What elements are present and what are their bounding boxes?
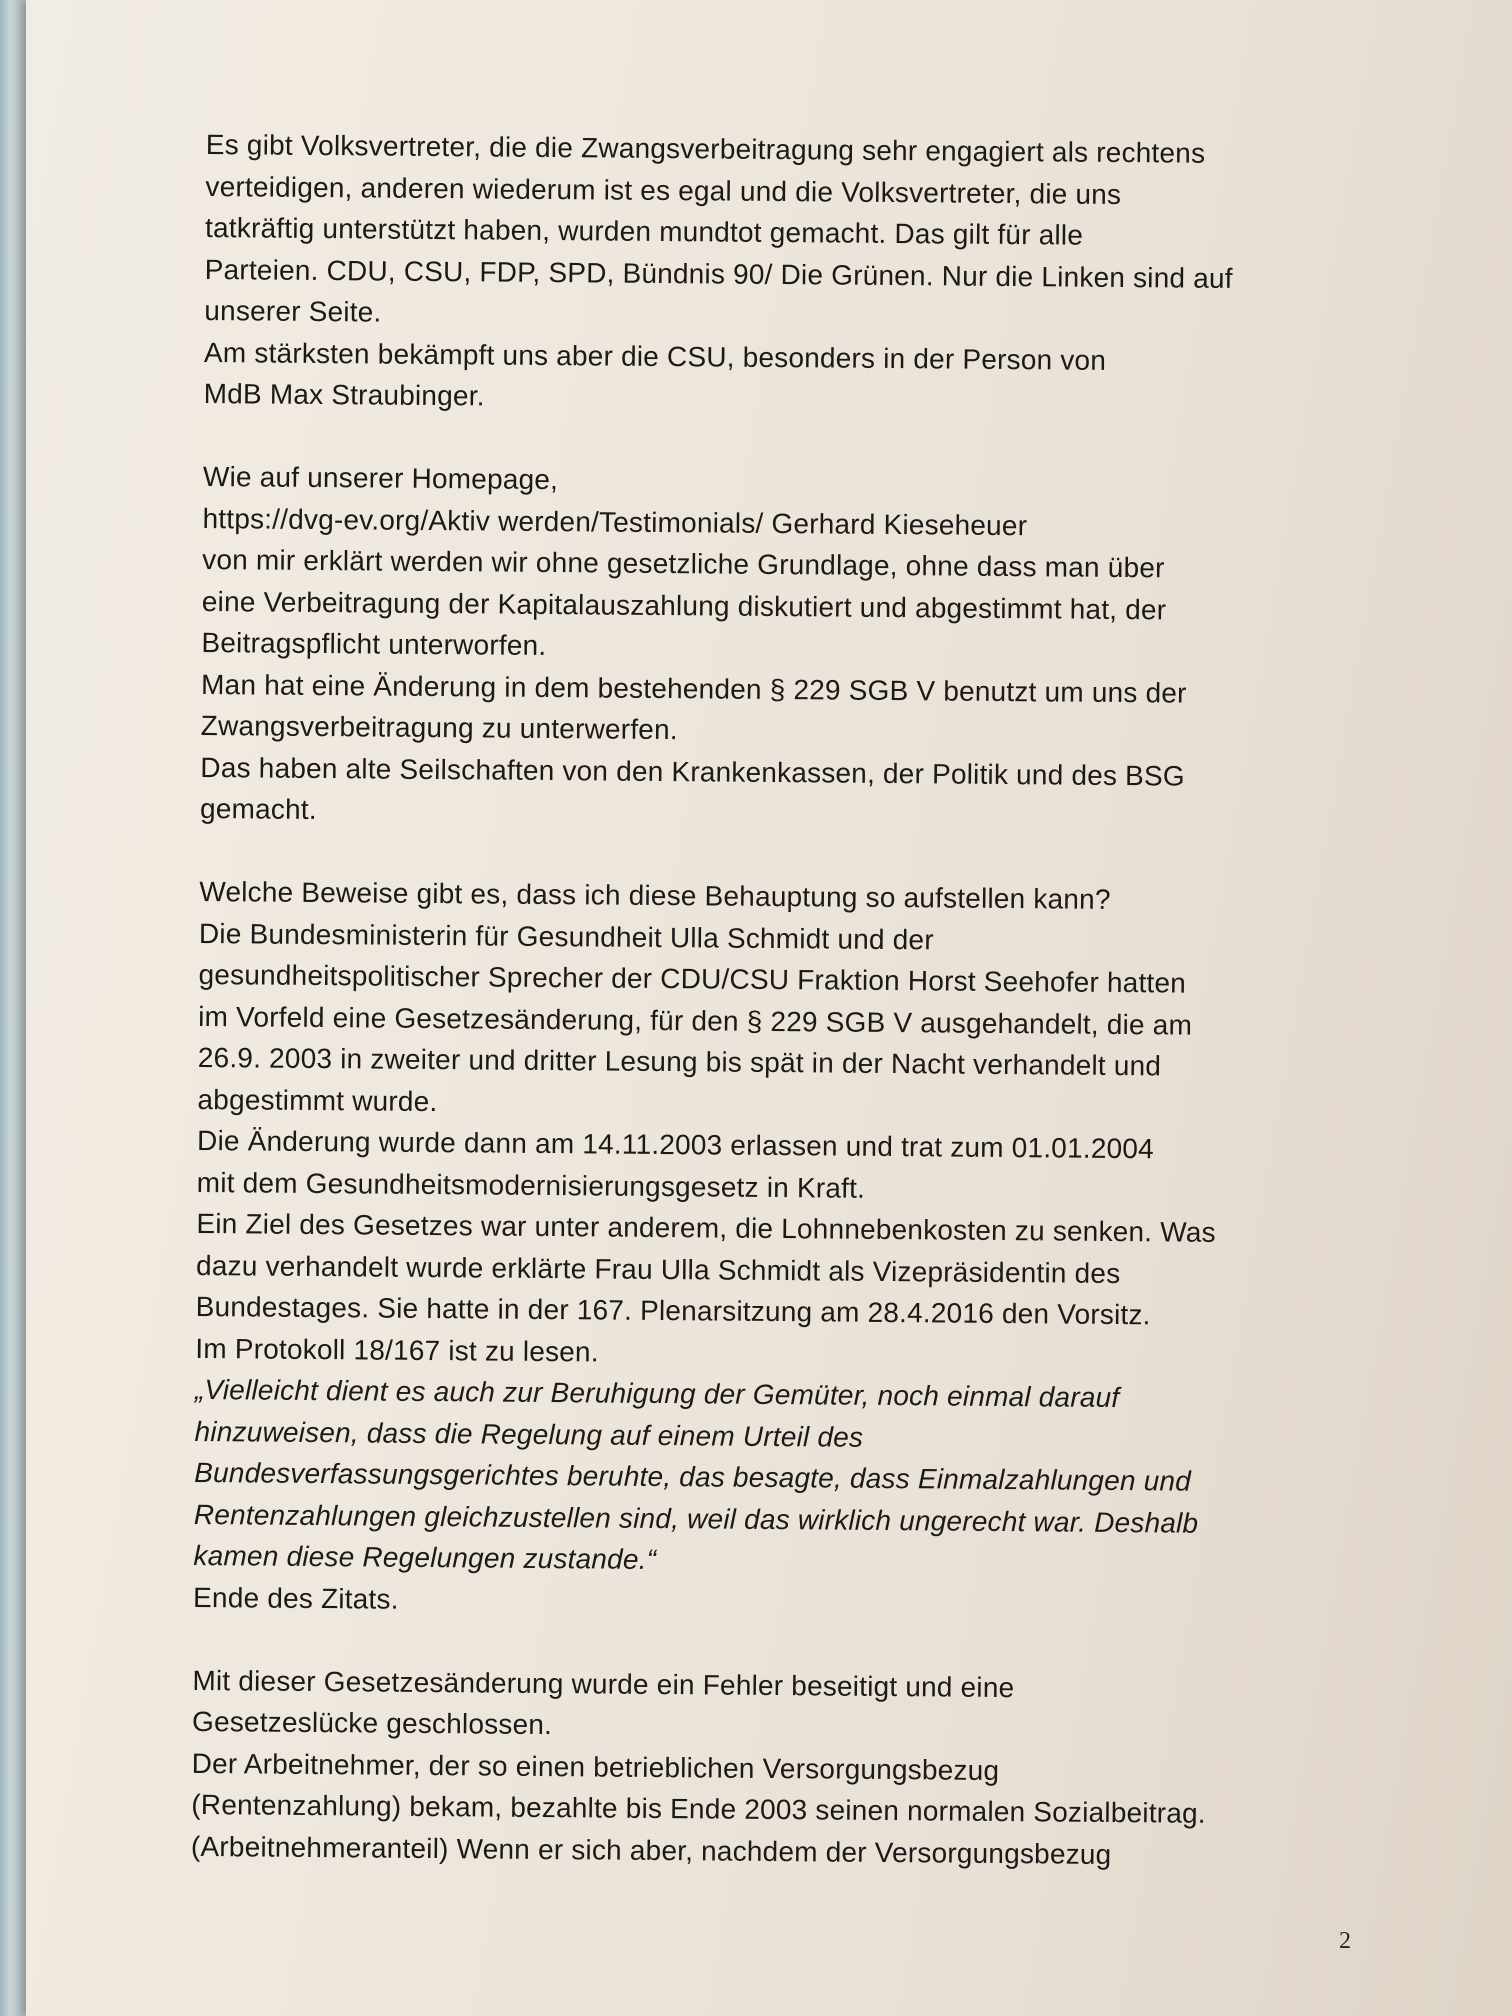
text-line: Der Arbeitnehmer, der so einen betrieblichen Versorgungsbezug (191, 1747, 1000, 1786)
text-line: Die Änderung wurde dann am 14.11.2003 erlassen und trat zum 01.01.2004 (196, 1124, 1155, 1165)
text-line: gesundheitspolitischer Sprecher der CDU/CSU Fraktion Horst Seehofer hatten (198, 958, 1187, 999)
text-line: verteidigen, anderen wiederum ist es egal und die Volksvertreter, die uns (205, 170, 1122, 210)
document-body (191, 124, 1386, 1877)
text-line: unserer Seite. (204, 294, 382, 328)
text-line: Am stärksten bekämpft uns aber die CSU, besonders in der Person von (203, 336, 1107, 376)
document-page (26, 0, 1512, 2016)
text-line: von mir erklärt werden wir ohne gesetzliche Grundlage, ohne dass man über (202, 543, 1165, 584)
text-line: Ein Ziel des Gesetzes war unter anderem, die Lohnnebenkosten zu senken. Was (196, 1207, 1216, 1248)
quote-line: Bundesverfassungsgerichtes beruhte, das besagte, dass Einmalzahlungen und (194, 1456, 1192, 1497)
quote-line: „Vielleicht dient es auch zur Beruhigung der Gemüter, noch einmal darauf (194, 1373, 1120, 1414)
text-line: 26.9. 2003 in zweiter und dritter Lesung bis spät in der Nacht verhandelt und (197, 1041, 1162, 1082)
text-line: Gesetzeslücke geschlossen. (191, 1705, 553, 1741)
text-line: im Vorfeld eine Gesetzesänderung, für den § 229 SGB V ausgehandelt, die am (198, 1000, 1193, 1041)
text-line: abgestimmt wurde. (197, 1083, 438, 1117)
text-line: (Rentenzahlung) bekam, bezahlte bis Ende 2003 seinen normalen Sozialbeitrag. (191, 1788, 1206, 1829)
text-line: tatkräftig unterstützt haben, wurden mundtot gemacht. Das gilt für alle (204, 211, 1084, 251)
text-line: Parteien. CDU, CSU, FDP, SPD, Bündnis 90/ Die Grünen. Nur die Linken sind auf (204, 253, 1233, 294)
page-number: 2 (1339, 1928, 1351, 1954)
quote-line: kamen diese Regelungen zustande.“ (193, 1539, 657, 1575)
quote-line: hinzuweisen, dass die Regelung auf einem Urteil des (194, 1415, 864, 1453)
quote-line: Rentenzahlungen gleichzustellen sind, weil das wirklich ungerecht war. Deshalb (193, 1498, 1199, 1539)
text-line: Man hat eine Änderung in dem bestehenden § 229 SGB V benutzt um uns der (200, 668, 1187, 709)
paragraph-2 (200, 456, 1383, 840)
text-line: dazu verhandelt wurde erklärte Frau Ulla Schmidt als Vizepräsidentin des (195, 1249, 1121, 1289)
text-line: Das haben alte Seilschaften von den Krankenkassen, der Politik und des BSG (200, 751, 1186, 792)
text-line: mit dem Gesundheitsmodernisierungsgesetz in Kraft. (196, 1166, 866, 1204)
text-line: MdB Max Straubinger. (203, 377, 485, 412)
homepage-url-text: https://dvg-ev.org/Aktiv werden/Testimonials/ Gerhard Kieseheuer (202, 502, 1028, 541)
text-line: gemacht. (199, 792, 317, 825)
text-line: eine Verbeitragung der Kapitalauszahlung diskutiert und abgestimmt hat, der (201, 585, 1167, 625)
text-line: Zwangsverbeitragung zu unterwerfen. (200, 709, 678, 746)
text-line: Es gibt Volksvertreter, die die Zwangsverbeitragung sehr engagiert als rechtens (205, 128, 1206, 169)
quote-end-note: Ende des Zitats. (193, 1581, 399, 1615)
text-line: Mit dieser Gesetzesänderung wurde ein Fehler beseitigt und eine (192, 1664, 1015, 1703)
text-line: Beitragspflicht unterworfen. (201, 626, 547, 661)
text-line: (Arbeitnehmeranteil) Wenn er sich aber, nachdem der Versorgungsbezug (190, 1830, 1112, 1870)
paragraph-4 (191, 1659, 1373, 1877)
text-line: Wie auf unserer Homepage, (202, 460, 559, 496)
text-line: Im Protokoll 18/167 ist zu lesen. (195, 1332, 599, 1367)
block-quote (193, 1369, 1375, 1587)
text-line: Bundestages. Sie hatte in der 167. Plenarsitzung am 28.4.2016 den Vorsitz. (195, 1290, 1151, 1331)
text-line: Welche Beweise gibt es, dass ich diese Behauptung so aufstellen kann? (199, 875, 1111, 915)
paragraph-1 (203, 124, 1385, 425)
paragraph-3 (193, 871, 1379, 1628)
text-line: Die Bundesministerin für Gesundheit Ulla Schmidt und der (198, 917, 934, 955)
